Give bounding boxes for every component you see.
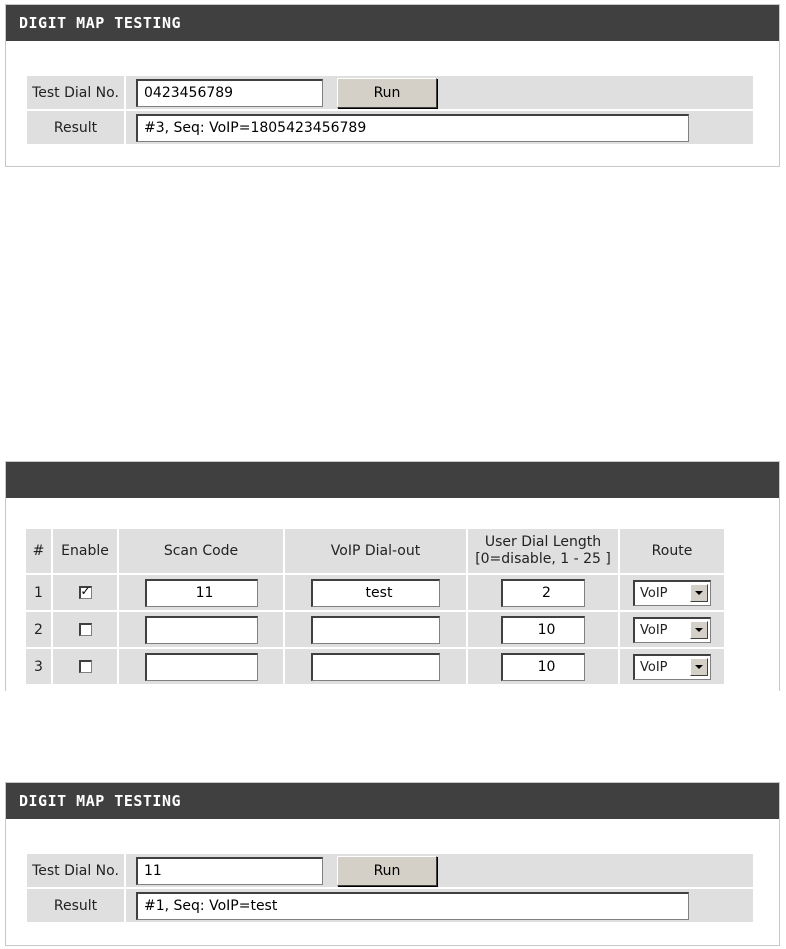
digit-map-rules-panel [5,461,780,691]
route-select[interactable] [633,580,711,606]
user-dial-length-input[interactable]: 10 [501,616,585,644]
digit-map-testing-panel-1 [5,4,780,167]
panel-title: DIGIT MAP TESTING [6,783,779,819]
result-field[interactable]: #1, Seq: VoIP=test [136,892,689,920]
route-select[interactable] [633,654,711,680]
enable-checkbox[interactable] [79,586,92,599]
digit-map-table [24,527,726,686]
row-num: 3 [26,649,51,684]
scan-code-input[interactable] [145,653,258,681]
length-cell [468,575,618,610]
run-button[interactable]: Run [337,856,437,886]
route-value: VoIP [640,622,668,638]
table-row [26,612,724,647]
result-field[interactable]: #3, Seq: VoIP=1805423456789 [136,114,689,142]
table-row [26,575,724,610]
voip-cell [285,649,466,684]
enable-cell [53,575,117,610]
col-route-header: Route [620,529,724,573]
enable-checkbox[interactable] [79,623,92,636]
route-cell [620,612,724,647]
length-cell [468,612,618,647]
user-dial-length-input[interactable]: 2 [501,579,585,607]
scan-code-input[interactable] [145,616,258,644]
route-select[interactable] [633,617,711,643]
voip-cell [285,575,466,610]
dropdown-arrow-icon[interactable] [690,658,708,676]
voip-dialout-input[interactable] [311,616,440,644]
col-num-header: # [26,529,51,573]
dropdown-arrow-icon[interactable] [690,584,708,602]
user-dial-length-input[interactable]: 10 [501,653,585,681]
test-dial-input[interactable]: 0423456789 [136,79,323,107]
route-value: VoIP [640,585,668,601]
col-scan-header: Scan Code [119,529,283,573]
row-num: 1 [26,575,51,610]
scan-cell [119,649,283,684]
run-button[interactable]: Run [337,78,437,108]
col-length-header-line1: User Dial Length [484,534,602,550]
result-cell [126,111,753,144]
col-length-header [468,529,618,573]
digit-map-testing-panel-2 [5,782,780,946]
table-header-row [26,529,724,573]
route-cell [620,575,724,610]
enable-cell [53,612,117,647]
scan-cell [119,575,283,610]
dropdown-arrow-icon[interactable] [690,621,708,639]
length-cell [468,649,618,684]
voip-cell [285,612,466,647]
test-dial-input[interactable]: 11 [136,857,323,885]
panel-title: DIGIT MAP TESTING [6,5,779,41]
test-dial-cell [126,76,753,109]
col-voip-header: VoIP Dial-out [285,529,466,573]
route-value: VoIP [640,659,668,675]
voip-dialout-input[interactable]: test [311,579,440,607]
result-label: Result [27,889,124,922]
table-row [26,649,724,684]
panel-title [6,462,779,498]
row-num: 2 [26,612,51,647]
test-dial-cell [126,854,753,887]
check-icon: ✓ [80,584,91,598]
test-form [25,74,755,146]
enable-checkbox[interactable] [79,660,92,673]
result-cell [126,889,753,922]
enable-cell [53,649,117,684]
route-cell [620,649,724,684]
test-form [25,852,755,924]
result-label: Result [27,111,124,144]
col-length-header-line2: [0=disable, 1 - 25 ] [475,551,611,567]
scan-cell [119,612,283,647]
test-dial-label: Test Dial No. [27,854,124,887]
col-enable-header: Enable [53,529,117,573]
test-dial-label: Test Dial No. [27,76,124,109]
scan-code-input[interactable]: 11 [145,579,258,607]
voip-dialout-input[interactable] [311,653,440,681]
